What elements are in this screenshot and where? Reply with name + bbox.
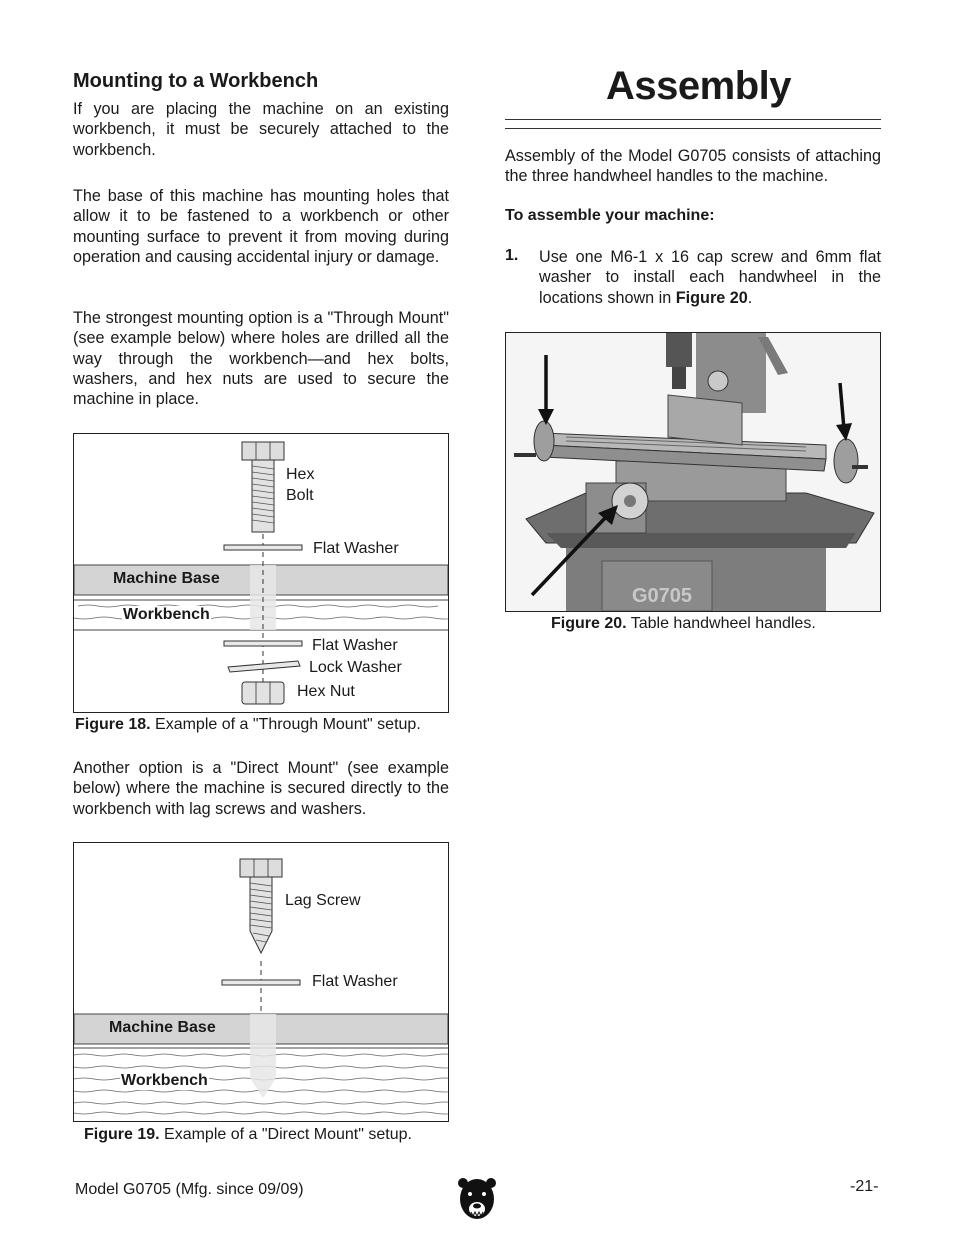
figure-20-caption-text: Table handwheel handles.: [630, 615, 816, 632]
label-workbench: Workbench: [121, 1072, 208, 1089]
hex-bolt-head: [242, 442, 284, 460]
subheading-assemble: To assemble your machine:: [505, 207, 715, 224]
label-lag-screw: Lag Screw: [285, 892, 361, 909]
footer-model-text: Model G0705 (Mfg. since 09/09): [75, 1181, 304, 1198]
flat-washer-bottom: [224, 641, 302, 646]
step-1-text-end: .: [747, 288, 753, 307]
paragraph-mounting-holes: The base of this machine has mounting holes that allow it to be fastened to a workbench or other mounting surface to prevent it from moving during operation and causing accidental injury or damage.: [73, 187, 449, 266]
figure-19-direct-mount-diagram: [73, 842, 449, 1122]
label-machine-base: Machine Base: [109, 1019, 216, 1036]
label-workbench: Workbench: [123, 606, 210, 623]
mill-table-illustration: [506, 333, 880, 611]
figure-18-through-mount-diagram: [73, 433, 449, 713]
label-flat-washer-bottom: Flat Washer: [312, 637, 398, 654]
section-heading-mounting: Mounting to a Workbench: [73, 70, 319, 92]
title-rule-bottom: [505, 128, 881, 129]
step-1-number: 1.: [505, 247, 519, 264]
arrow-right-handwheel: [836, 423, 852, 441]
label-lock-washer: Lock Washer: [309, 659, 402, 676]
page-title-assembly: Assembly: [606, 64, 791, 108]
figure-18-caption: [75, 716, 421, 734]
flat-washer: [222, 980, 300, 985]
lock-washer: [228, 661, 300, 672]
lag-screw-head: [240, 859, 282, 877]
label-flat-washer-top: Flat Washer: [313, 540, 399, 557]
paragraph-through-mount: The strongest mounting option is a "Through Mount" (see example below) where holes are drilled all the way through the workbench—and hex bolts, washers, and hex nuts are used to secure the machine in place.: [73, 309, 449, 409]
step-1-text-main: Use one M6-1 x 16 cap screw and 6mm flat washer to install each handwheel in the locations shown in: [539, 248, 881, 307]
grizzly-bear-logo-icon: [458, 1177, 496, 1221]
figure-20-caption: [551, 615, 816, 633]
figure-19-caption: [84, 1126, 412, 1144]
right-handwheel: [834, 439, 858, 483]
figure-20-caption-label: Figure 20.: [551, 615, 627, 632]
label-machine-base: Machine Base: [113, 570, 220, 587]
figure-19-caption-label: Figure 19.: [84, 1126, 160, 1143]
figure-18-caption-label: Figure 18.: [75, 716, 151, 733]
title-rule-top: [505, 119, 881, 120]
figure-18-caption-text: Example of a "Through Mount" setup.: [155, 716, 421, 733]
paragraph-assembly-intro: Assembly of the Model G0705 consists of attaching the three handwheel handles to the machine.: [505, 147, 881, 186]
label-flat-washer: Flat Washer: [312, 973, 398, 990]
figure-19-caption-text: Example of a "Direct Mount" setup.: [164, 1126, 412, 1143]
paragraph-existing-workbench: If you are placing the machine on an existing workbench, it must be securely attached to the workbench.: [73, 100, 449, 159]
lag-screw-shank: [250, 877, 272, 953]
left-handwheel: [534, 421, 554, 461]
flat-washer-top: [224, 545, 302, 550]
hex-nut: [242, 682, 284, 704]
figure-20-machine-photo: [505, 332, 881, 612]
step-1-figure-ref: Figure 20: [675, 288, 748, 307]
label-hex-line1: Hex: [286, 466, 315, 483]
step-1-text: [539, 247, 881, 308]
label-bolt-line2: Bolt: [286, 487, 314, 504]
footer-page-number: -21-: [850, 1178, 879, 1195]
cabinet-model-label: G0705: [632, 585, 693, 607]
paragraph-direct-mount: Another option is a "Direct Mount" (see example below) where the machine is secured directly to the workbench with lag screws and washers.: [73, 759, 449, 818]
label-hex-nut: Hex Nut: [297, 683, 355, 700]
